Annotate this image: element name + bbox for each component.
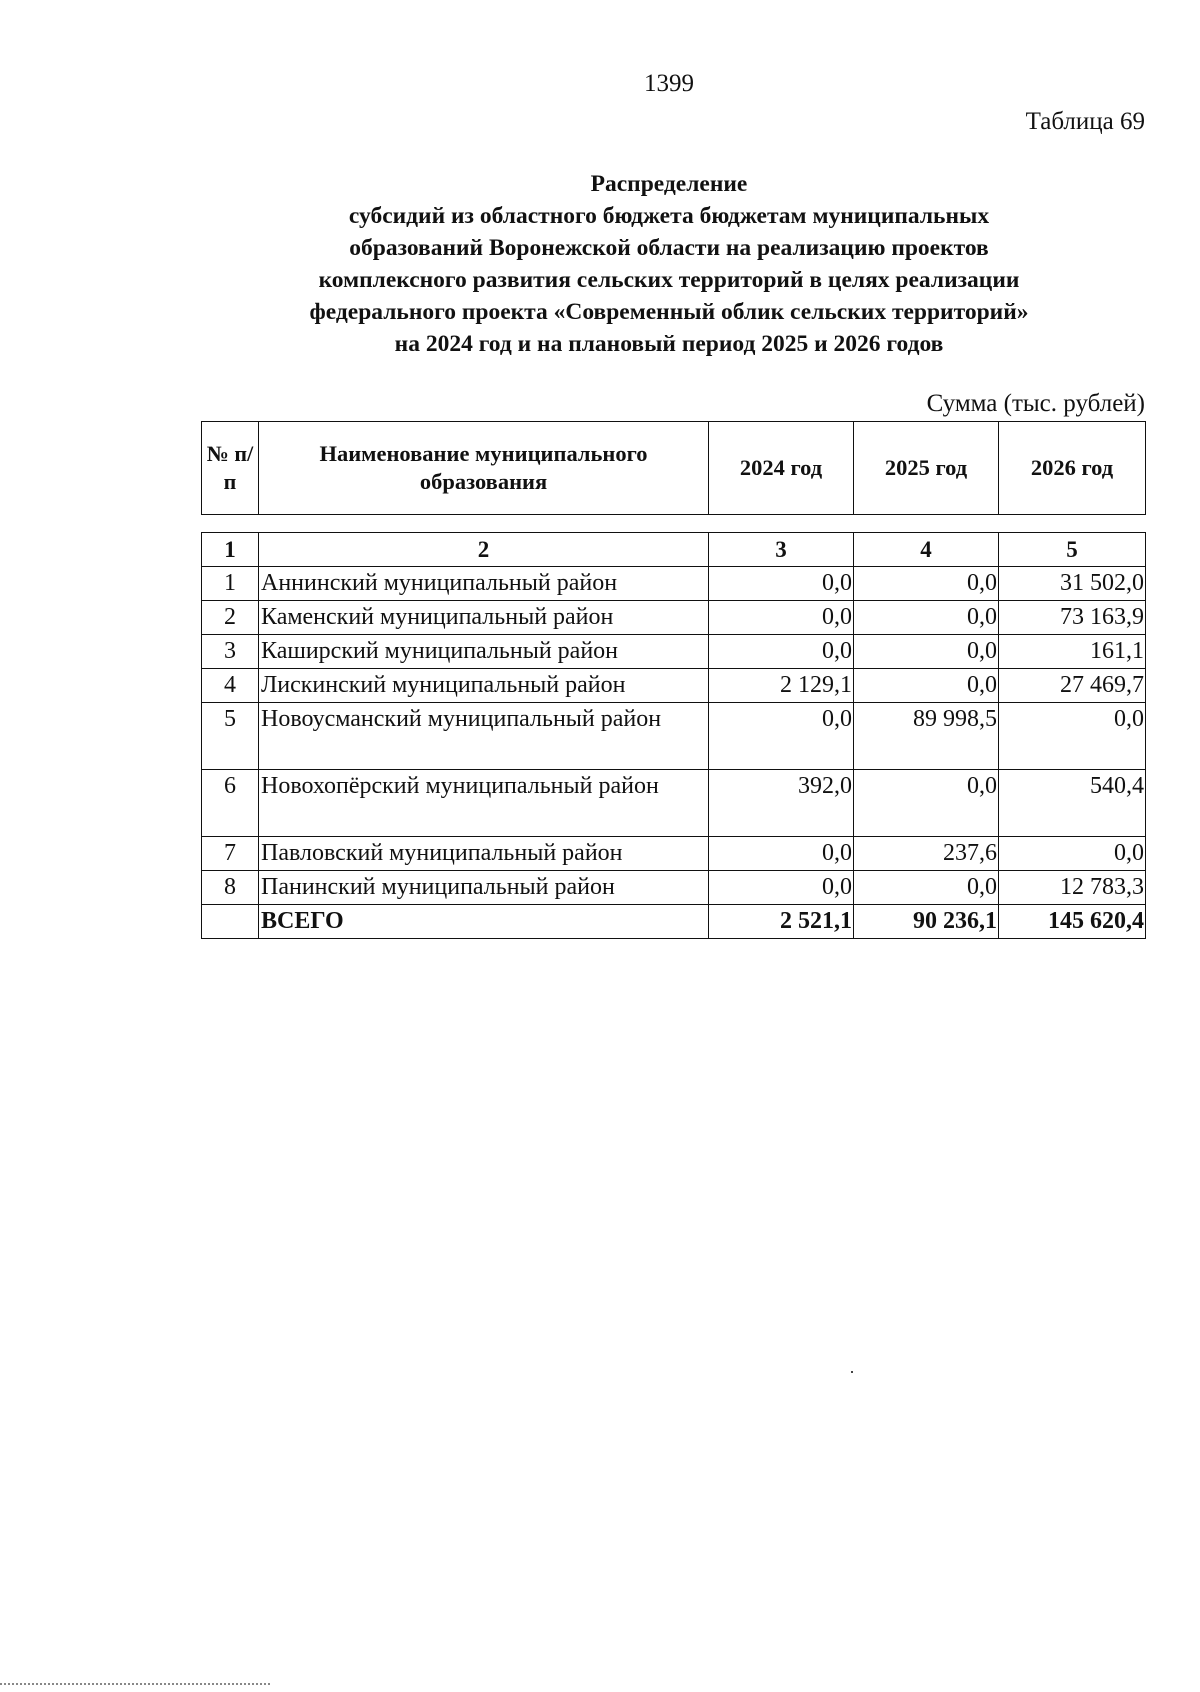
total-row	[202, 905, 1146, 939]
title-line: комплексного развития сельских территорий в целях реализации	[318, 267, 1020, 293]
column-number: 1	[202, 533, 259, 567]
header-2024: 2024 год	[709, 422, 854, 515]
row-num: 2	[202, 601, 259, 635]
column-number: 4	[854, 533, 999, 567]
table-row	[202, 871, 1146, 905]
table-row	[202, 601, 1146, 635]
data-table	[201, 532, 1146, 939]
document-title	[150, 168, 1188, 360]
column-number: 3	[709, 533, 854, 567]
row-2026: 73 163,9	[999, 601, 1146, 635]
row-2024: 0,0	[709, 567, 854, 601]
row-2024: 392,0	[709, 770, 854, 837]
column-numbers-row	[202, 533, 1146, 567]
title-line: на 2024 год и на плановый период 2025 и 2026 годов	[394, 331, 944, 357]
row-name: Лискинский муниципальный район	[259, 669, 709, 703]
header-2026: 2026 год	[999, 422, 1146, 515]
header-num: № п/п	[202, 422, 259, 515]
header-name: Наименование муниципального образования	[259, 422, 709, 515]
table-header	[201, 421, 1146, 515]
row-2025: 0,0	[854, 635, 999, 669]
row-2025: 0,0	[854, 871, 999, 905]
row-2024: 0,0	[709, 871, 854, 905]
row-name: Новохопёрский муниципальный район	[259, 770, 709, 837]
row-name: Новоусманский муниципальный район	[259, 703, 709, 770]
row-2025: 0,0	[854, 770, 999, 837]
column-number: 2	[259, 533, 709, 567]
row-num: 3	[202, 635, 259, 669]
row-2024: 2 129,1	[709, 669, 854, 703]
table-label: Таблица 69	[1025, 108, 1145, 135]
row-name: Каменский муниципальный район	[259, 601, 709, 635]
table-row	[202, 837, 1146, 871]
page-number: 1399	[644, 70, 694, 97]
column-number: 5	[999, 533, 1146, 567]
scan-speck	[851, 1371, 853, 1373]
total-label: ВСЕГО	[259, 905, 709, 939]
row-name: Аннинский муниципальный район	[259, 567, 709, 601]
row-2026: 540,4	[999, 770, 1146, 837]
title-line: субсидий из областного бюджета бюджетам муниципальных	[348, 203, 990, 229]
row-2025: 0,0	[854, 669, 999, 703]
table-row	[202, 669, 1146, 703]
units-note: Сумма (тыс. рублей)	[926, 390, 1145, 417]
table-row	[202, 635, 1146, 669]
row-2026: 27 469,7	[999, 669, 1146, 703]
total-2025: 90 236,1	[854, 905, 999, 939]
row-2025: 0,0	[854, 567, 999, 601]
table-row	[202, 770, 1146, 837]
title-line: федерального проекта «Современный облик сельских территорий»	[309, 299, 1029, 325]
row-2024: 0,0	[709, 601, 854, 635]
title-line: образований Воронежской области на реализацию проектов	[349, 235, 989, 261]
header-2025: 2025 год	[854, 422, 999, 515]
total-2026: 145 620,4	[999, 905, 1146, 939]
row-2024: 0,0	[709, 837, 854, 871]
total-num	[202, 905, 259, 939]
row-num: 4	[202, 669, 259, 703]
row-num: 1	[202, 567, 259, 601]
row-2026: 0,0	[999, 703, 1146, 770]
row-2025: 237,6	[854, 837, 999, 871]
table-row	[202, 567, 1146, 601]
row-2025: 89 998,5	[854, 703, 999, 770]
row-num: 8	[202, 871, 259, 905]
table-row	[202, 703, 1146, 770]
row-num: 6	[202, 770, 259, 837]
row-num: 5	[202, 703, 259, 770]
footer-scan-mark	[0, 1683, 270, 1689]
row-name: Панинский муниципальный район	[259, 871, 709, 905]
row-2025: 0,0	[854, 601, 999, 635]
row-2024: 0,0	[709, 635, 854, 669]
row-num: 7	[202, 837, 259, 871]
title-line: Распределение	[590, 171, 748, 197]
row-2026: 161,1	[999, 635, 1146, 669]
row-name: Павловский муниципальный район	[259, 837, 709, 871]
row-2026: 0,0	[999, 837, 1146, 871]
row-2026: 12 783,3	[999, 871, 1146, 905]
row-2024: 0,0	[709, 703, 854, 770]
row-2026: 31 502,0	[999, 567, 1146, 601]
total-2024: 2 521,1	[709, 905, 854, 939]
row-name: Каширский муниципальный район	[259, 635, 709, 669]
